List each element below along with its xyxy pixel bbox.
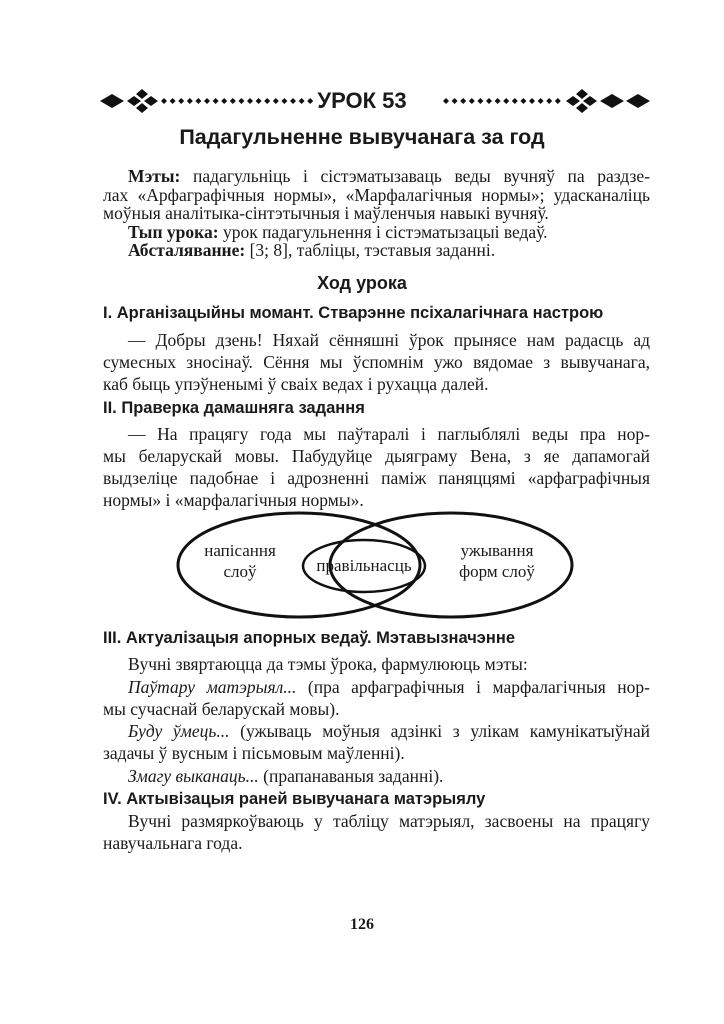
lesson-number: УРОК 53 (317, 88, 407, 113)
section-3-intro: Вучні звяртаюцца да тэмы ўрока, фармулююць мэты: (128, 654, 528, 674)
venn-left-label (190, 540, 290, 582)
venn-left-line: напісання (204, 541, 276, 560)
goals-line-3: моўныя аналітыка-сінтэтычныя і маўленчыя навыкі вучняў. (103, 203, 549, 223)
section-1-line: сумесных зносінаў. Сёння мы ўспомнім ужо вядомае з вывучанага, (103, 352, 650, 372)
page-number: 126 (350, 916, 374, 933)
goal-item-text: (пра арфаграфічныя і марфалагічныя нор- (296, 677, 650, 697)
goal-item-cont: задачы ў вусным і пісьмовым маўленні). (103, 743, 405, 763)
venn-right-line: ужывання (460, 541, 534, 560)
venn-left-line: слоў (223, 562, 257, 581)
section-2-line: нормы» і «марфалагічныя нормы». (103, 490, 364, 510)
section-2-heading: II. Праверка дамашняга задання (103, 399, 365, 417)
section-4-line: Вучні размяркоўваюць у табліцу матэрыял, засвоены на працягу (128, 811, 650, 831)
equipment-value: [3; 8], табліцы, тэставыя заданні. (249, 240, 496, 260)
equipment-label: Абсталяванне: (128, 240, 246, 260)
goal-item-italic: Змагу выканаць... (128, 766, 259, 786)
venn-right-label (432, 540, 562, 582)
goals-line-1 (128, 166, 650, 186)
page-title: Падагульненне вывучанага за год (179, 125, 545, 149)
goal-item-text: (ужываць моўныя адзінкі з улікам камунікатыўнай (229, 721, 650, 741)
section-2-line: — На працягу года мы паўтаралі і паглыблялі веды пра нор- (128, 424, 650, 444)
goal-item-italic: Буду ўмець... (128, 721, 230, 741)
venn-middle-label: правільнасць (316, 556, 412, 575)
course-heading: Ход урока (317, 273, 407, 293)
goal-item-text: (прапанаваныя заданні). (258, 766, 444, 786)
goals-line-2: лах «Арфаграфічныя нормы», «Марфалагічныя нормы»; удасканаліць (103, 185, 650, 205)
lesson-type (128, 222, 650, 242)
type-value: урок падагульнення і сістэматызацыі ведаў. (222, 222, 548, 242)
section-1-line: каб быць упэўненымі ў сваіх ведах і рухацца далей. (103, 374, 489, 394)
venn-right-line: форм слоў (459, 562, 535, 581)
goals-label: Мэты: (128, 166, 181, 186)
goal-item (128, 677, 650, 697)
equipment (128, 240, 650, 260)
goal-item (128, 766, 650, 786)
section-3-heading: III. Актуалізацыя апорных ведаў. Мэтавызначэнне (103, 629, 516, 647)
section-4-line: навучальнага года. (103, 833, 243, 853)
section-1-heading: I. Арганізацыйны момант. Стварэнне псіхалагічнага настрою (103, 304, 604, 322)
section-1-line: — Добры дзень! Няхай сённяшні ўрок прынясе нам радасць ад (128, 330, 650, 350)
section-2-line: выдзеліце падобнае і адрозненні паміж паняццямі «арфаграфічныя (103, 468, 650, 488)
goal-item (128, 721, 650, 741)
goals-text: падагульніць і сістэматызаваць веды вучняў па раздзе- (193, 166, 651, 186)
goal-item-cont: мы сучаснай беларускай мовы). (103, 699, 340, 719)
type-label: Тып урока: (128, 222, 219, 242)
section-2-line: мы беларускай мовы. Пабудуйце дыяграму Вена, з яе дапамогай (103, 446, 650, 466)
goal-item-italic: Паўтару матэрыял... (128, 677, 297, 697)
section-4-heading: IV. Актывізацыя раней вывучанага матэрыялу (103, 790, 486, 808)
